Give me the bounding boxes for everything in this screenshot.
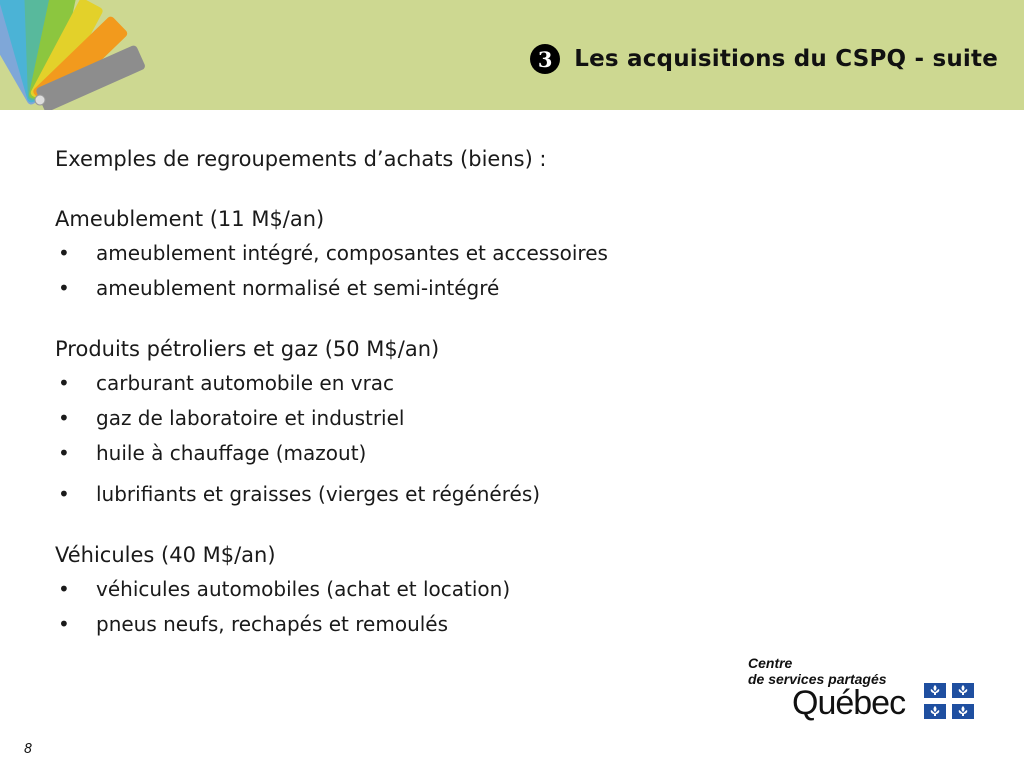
bullet-list xyxy=(55,572,985,642)
quebec-flag-icon xyxy=(924,683,974,719)
list-item: • huile à chauffage (mazout) xyxy=(55,436,985,471)
section-title: Ameublement (11 M$/an) xyxy=(55,207,325,231)
page-title: Les acquisitions du CSPQ - suite xyxy=(574,46,998,72)
slide-content xyxy=(55,142,985,642)
bullet-list xyxy=(55,366,985,512)
logo-line-centre: Centre xyxy=(748,655,793,671)
list-item: • ameublement normalisé et semi-intégré xyxy=(55,271,985,306)
list-item: • véhicules automobiles (achat et location) xyxy=(55,572,985,607)
bullet-icon: • xyxy=(58,371,70,395)
bullet-icon: • xyxy=(58,441,70,465)
list-item: • carburant automobile en vrac xyxy=(55,366,985,401)
color-swatch-fan-icon xyxy=(0,0,170,110)
bullet-icon: • xyxy=(58,482,70,506)
list-item: • pneus neufs, rechapés et remoulés xyxy=(55,607,985,642)
number-badge: 3 xyxy=(530,44,560,74)
list-item: • ameublement intégré, composantes et accessoires xyxy=(55,236,985,271)
bullet-list xyxy=(55,236,985,306)
bullet-icon: • xyxy=(58,612,70,636)
bullet-icon: • xyxy=(58,241,70,265)
list-item: • lubrifiants et graisses (vierges et régénérés) xyxy=(55,477,985,512)
logo-line-services: de services partagés xyxy=(748,671,887,687)
bullet-icon: • xyxy=(58,577,70,601)
section-petroleum xyxy=(55,332,985,512)
section-furniture xyxy=(55,202,985,306)
section-title: Véhicules (40 M$/an) xyxy=(55,543,276,567)
slide-header xyxy=(0,0,1024,110)
section-title: Produits pétroliers et gaz (50 M$/an) xyxy=(55,337,440,361)
cspq-logo xyxy=(748,655,978,725)
bullet-icon: • xyxy=(58,406,70,430)
page-number: 8 xyxy=(24,742,33,757)
section-vehicles xyxy=(55,538,985,642)
logo-quebec: Québec xyxy=(792,684,906,722)
list-item: • gaz de laboratoire et industriel xyxy=(55,401,985,436)
bullet-icon: • xyxy=(58,276,70,300)
intro-text: Exemples de regroupements d’achats (biens) : xyxy=(55,147,547,171)
